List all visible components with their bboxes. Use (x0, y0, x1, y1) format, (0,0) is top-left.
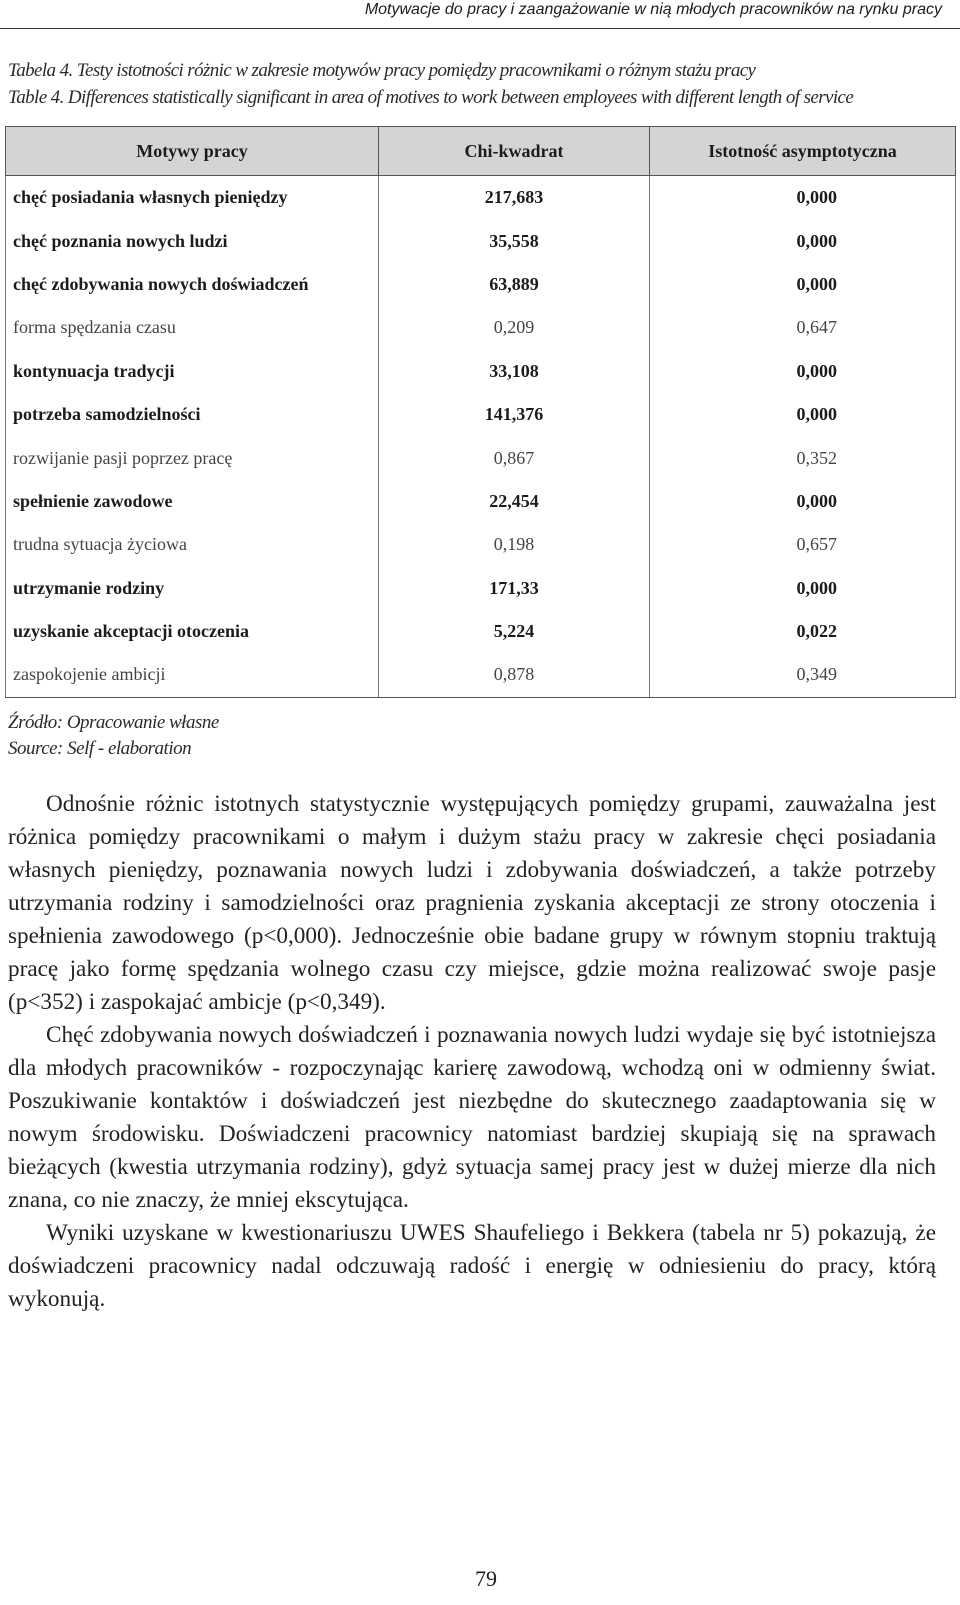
significance-cell: 0,000 (650, 393, 956, 436)
chi-square-cell: 0,867 (379, 436, 650, 479)
header-rule (0, 28, 960, 29)
table-row (6, 263, 956, 306)
significance-cell: 0,352 (650, 436, 956, 479)
chi-square-cell: 22,454 (379, 480, 650, 523)
motive-cell: utrzymanie rodziny (6, 567, 379, 610)
significance-cell: 0,000 (650, 480, 956, 523)
header-chi-square: Chi-kwadrat (379, 127, 650, 176)
header-significance: Istotność asymptotyczna (650, 127, 956, 176)
table-row (6, 567, 956, 610)
page-number: 79 (475, 1566, 497, 1591)
significance-cell: 0,349 (650, 653, 956, 697)
chi-square-cell: 141,376 (379, 393, 650, 436)
motive-cell: spełnienie zawodowe (6, 480, 379, 523)
motive-cell: uzyskanie akceptacji otoczenia (6, 610, 379, 653)
motive-cell: chęć posiadania własnych pieniędzy (6, 176, 379, 220)
table-row (6, 523, 956, 566)
table-header-row (6, 127, 956, 176)
significance-cell: 0,647 (650, 306, 956, 349)
body-text (8, 788, 936, 1316)
chi-square-cell: 0,878 (379, 653, 650, 697)
table-row (6, 480, 956, 523)
table-row (6, 653, 956, 697)
significance-cell: 0,000 (650, 567, 956, 610)
running-header: Motywacje do pracy i zaangażowanie w nią młodych pracowników na rynku pracy (364, 1, 942, 18)
motive-cell: chęć zdobywania nowych doświadczeń (6, 263, 379, 306)
chi-square-cell: 5,224 (379, 610, 650, 653)
motive-cell: rozwijanie pasji poprzez pracę (6, 436, 379, 479)
chi-square-cell: 35,558 (379, 219, 650, 262)
motive-cell: forma spędzania czasu (6, 306, 379, 349)
motive-cell: chęć poznania nowych ludzi (6, 219, 379, 262)
significance-cell: 0,657 (650, 523, 956, 566)
table-row (6, 393, 956, 436)
table-caption-en: Table 4. Differences statistically significant in area of motives to work between employees with different length of service (8, 87, 854, 108)
paragraph: Wyniki uzyskane w kwestionariuszu UWES Shaufeliego i Bekkera (tabela nr 5) pokazują, że doświadczeni pracownicy nadal odczuwają radość i energię w odniesieniu do pracy, którą wykonują. (8, 1220, 936, 1312)
significance-cell: 0,000 (650, 176, 956, 220)
source-note-pl: Źródło: Opracowanie własne (8, 712, 219, 733)
motives-table (5, 126, 956, 698)
chi-square-cell: 0,209 (379, 306, 650, 349)
table-caption-pl: Tabela 4. Testy istotności różnic w zakresie motywów pracy pomiędzy pracownikami o różnym stażu pracy (8, 60, 756, 81)
significance-cell: 0,000 (650, 350, 956, 393)
motive-cell: potrzeba samodzielności (6, 393, 379, 436)
table-body (6, 176, 956, 698)
source-note-en: Source: Self - elaboration (8, 738, 192, 759)
header-motive: Motywy pracy (6, 127, 379, 176)
motive-cell: zaspokojenie ambicji (6, 653, 379, 697)
chi-square-cell: 217,683 (379, 176, 650, 220)
significance-cell: 0,000 (650, 263, 956, 306)
table-row (6, 219, 956, 262)
motive-cell: trudna sytuacja życiowa (6, 523, 379, 566)
chi-square-cell: 0,198 (379, 523, 650, 566)
table-row (6, 610, 956, 653)
table-row (6, 350, 956, 393)
chi-square-cell: 63,889 (379, 263, 650, 306)
chi-square-cell: 171,33 (379, 567, 650, 610)
significance-cell: 0,000 (650, 219, 956, 262)
significance-cell: 0,022 (650, 610, 956, 653)
paragraph: Odnośnie różnic istotnych statystycznie występujących pomiędzy grupami, zauważalna jest różnica pomiędzy pracownikami o małym i dużym stażu pracy w zakresie chęci posiadania własnych pieniędzy, poznawania nowych ludzi i zdobywania doświadczeń, a także potrzeby utrzymania rodziny i samodzielności oraz pragnienia zyskania akceptacji ze strony otoczenia i spełnienia zawodowego (p<0,000). Jednocześnie obie badane grupy w równym stopniu traktują pracę jako formę spędzania wolnego czasu czy miejsce, gdzie można realizować swoje pasje (p<352) i zaspokajać ambicje (p<0,349). (8, 791, 936, 1015)
chi-square-cell: 33,108 (379, 350, 650, 393)
table-row (6, 436, 956, 479)
table-row (6, 306, 956, 349)
table-row (6, 176, 956, 220)
paragraph: Chęć zdobywania nowych doświadczeń i poznawania nowych ludzi wydaje się być istotniejsza dla młodych pracowników - rozpoczynając karierę zawodową, wchodzą oni w odmienny świat. Poszukiwanie kontaktów i doświadczeń jest niezbędne do skutecznego zaadaptowania się w nowym środowisku. Doświadczeni pracownicy natomiast bardziej skupiają się na sprawach bieżących (kwestia utrzymania rodziny), gdyż sytuacja samej pracy jest w dużej mierze dla nich znana, co nie znaczy, że mniej ekscytująca. (8, 1022, 936, 1213)
motive-cell: kontynuacja tradycji (6, 350, 379, 393)
